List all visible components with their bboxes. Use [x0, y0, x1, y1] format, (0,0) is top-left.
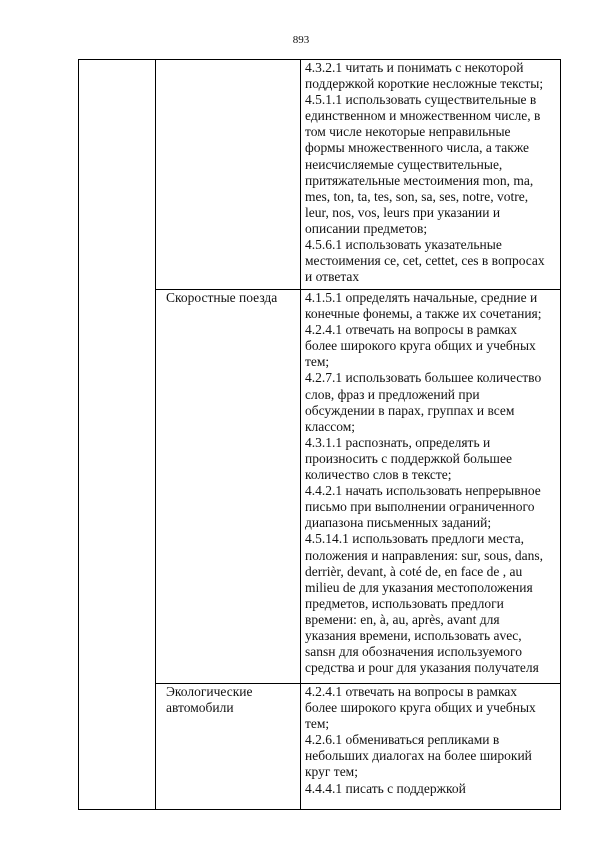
text-line: произносить с поддержкой большее — [305, 450, 512, 466]
objectives-text — [301, 684, 560, 797]
topic-label: Скоростные поезда — [166, 290, 278, 305]
text-line: и ответах — [305, 269, 360, 285]
text-line: круг тем; — [305, 764, 358, 780]
objectives-text — [301, 290, 560, 676]
text-line: времени: en, à, au, après, avant для — [305, 611, 500, 627]
topic-cell — [156, 684, 301, 810]
text-line: письмо при выполнении ограниченного — [305, 499, 535, 515]
text-line: 4.5.1.1 использовать существительные в — [305, 92, 537, 108]
text-line: положения и направления: sur, sous, dans, — [305, 547, 544, 563]
text-line: формы множественного числа, а также — [305, 140, 530, 156]
text-line: классом; — [305, 418, 356, 434]
text-line: 4.4.2.1 начать использовать непрерывное — [305, 483, 541, 499]
text-line: 4.2.7.1 использовать большее количество — [305, 370, 542, 386]
text-line: тем; — [305, 354, 330, 370]
text-line: местоимения ce, cet, cettet, ces в вопросах — [305, 253, 545, 269]
text-line: тем; — [305, 716, 330, 732]
text-line: mes, ton, ta, tes, son, sa, ses, notre, votre, — [305, 188, 529, 204]
text-line: количество слов в тексте; — [305, 467, 452, 483]
text-line: более широкого круга общих и учебных — [305, 700, 536, 716]
table-row — [79, 60, 561, 290]
text-line: описании предметов; — [305, 220, 428, 236]
text-line: диапазона письменных заданий; — [305, 515, 492, 531]
text-line: 4.3.2.1 читать и понимать с некоторой — [305, 60, 524, 75]
section-cell — [79, 60, 156, 810]
text-line: milieu de для указания местоположения — [305, 579, 533, 595]
text-line: небольших диалогах на более широкий — [305, 748, 532, 764]
text-line: 4.2.6.1 обмениваться репликами в — [305, 732, 500, 748]
text-line: 4.3.1.1 распознать, определять и — [305, 434, 491, 450]
text-line: том числе некоторые неправильные — [305, 124, 511, 140]
text-line: конечные фонемы, а также их сочетания; — [305, 306, 542, 322]
text-line: средства и pour для указания получателя — [305, 660, 539, 676]
text-line: 4.4.4.1 писать с поддержкой — [305, 780, 466, 796]
page-number: 893 — [292, 34, 310, 46]
text-line: предметов, использовать предлоги — [305, 595, 504, 611]
text-line: 4.2.4.1 отвечать на вопросы в рамках — [305, 684, 518, 699]
text-line: притяжательные местоимения mon, ma, — [305, 172, 534, 188]
objectives-cell — [301, 290, 561, 684]
topic-label: Экологические автомобили — [166, 684, 253, 715]
objectives-cell — [301, 60, 561, 290]
objectives-text — [301, 60, 560, 285]
text-line: sansн для обозначения используемого — [305, 644, 522, 660]
text-line: leur, nos, vos, leurs при указании и — [305, 204, 501, 220]
text-line: derrièr, devant, à coté de, en face de , au — [305, 563, 523, 579]
curriculum-table — [78, 59, 561, 810]
text-line: слов, фраз и предложений при — [305, 386, 480, 402]
text-line: более широкого круга общих и учебных — [305, 338, 536, 354]
text-line: 4.5.6.1 использовать указательные — [305, 237, 502, 253]
objectives-cell — [301, 684, 561, 810]
text-line: неисчисляемые существительные, — [305, 156, 503, 172]
topic-cell — [156, 60, 301, 290]
text-line: 4.2.4.1 отвечать на вопросы в рамках — [305, 322, 518, 338]
text-line: единственном и множественном числе, в — [305, 108, 541, 124]
text-line: указания времени, использовать avec, — [305, 627, 522, 643]
text-line: поддержкой короткие несложные тексты; — [305, 76, 544, 92]
text-line: обсуждении в парах, группах и всем — [305, 402, 515, 418]
topic-cell — [156, 290, 301, 684]
text-line: 4.1.5.1 определять начальные, средние и — [305, 290, 538, 305]
text-line: 4.5.14.1 использовать предлоги места, — [305, 531, 525, 547]
